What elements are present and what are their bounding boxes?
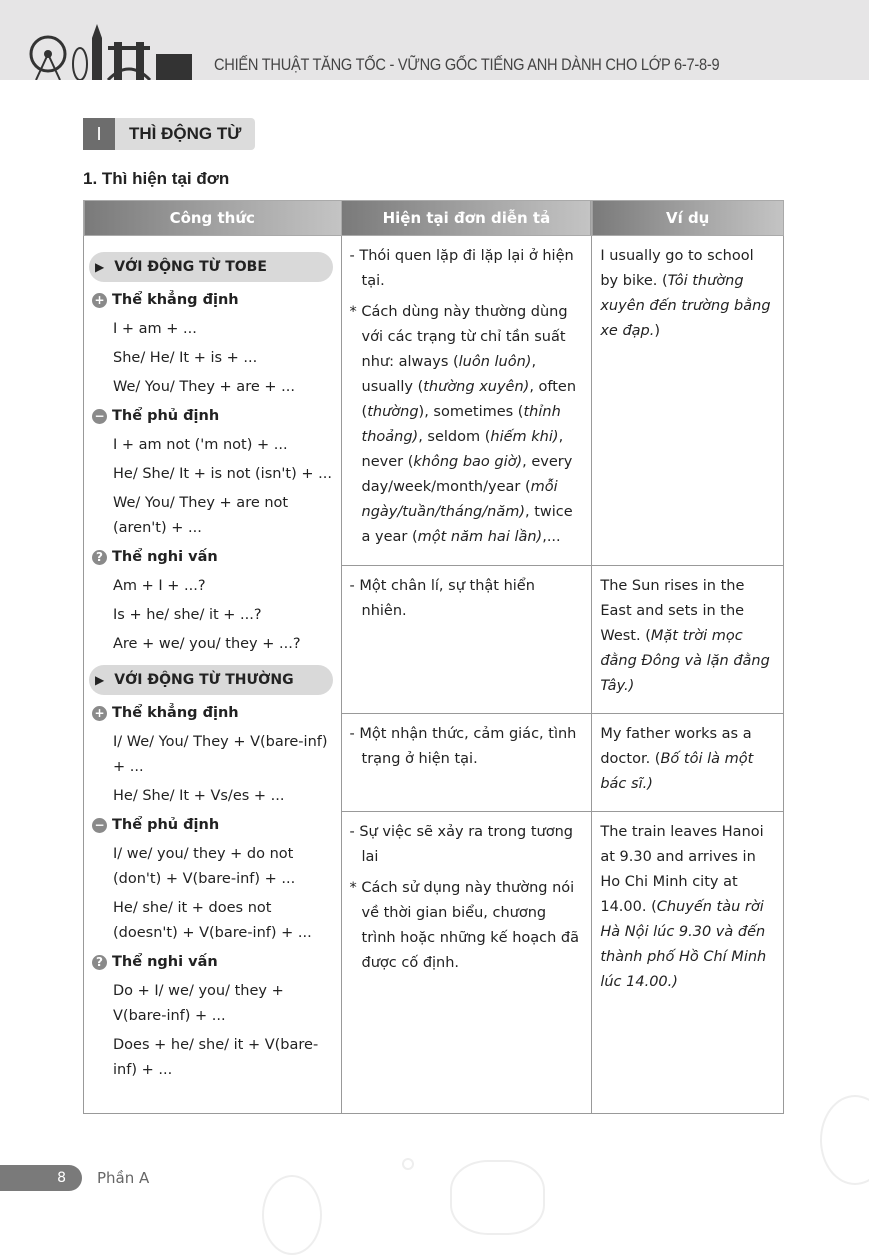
form-label: Thể phủ định xyxy=(112,817,220,833)
form-heading xyxy=(92,813,333,838)
usage-cell xyxy=(341,812,592,1114)
example-paragraph-segment: Bố tôi là một bác sĩ.) xyxy=(600,751,754,792)
form-label: Thể khẳng định xyxy=(112,705,239,721)
example-paragraph-segment: Tôi thường xuyên đến trường bằng xe đạp. xyxy=(600,273,771,339)
verb-type-bar xyxy=(89,665,333,695)
usage-paragraph xyxy=(350,876,584,976)
formula-line: I + am not ('m not) + ... xyxy=(113,437,288,453)
example-cell xyxy=(592,236,784,566)
usage-paragraph-segment: thường xyxy=(367,404,419,420)
formula-cell xyxy=(84,236,342,1114)
cloud-decoration xyxy=(450,1160,545,1235)
usage-paragraph-segment: - Một nhận thức, cảm giác, tình trạng ở hiện tại. xyxy=(349,726,577,767)
example-cell xyxy=(592,566,784,714)
column-header-formula: Công thức xyxy=(84,201,342,236)
formula-line: Does + he/ she/ it + V(bare-inf) + ... xyxy=(113,1037,319,1078)
usage-paragraph-segment: - Một chân lí, sự thật hiển nhiên. xyxy=(349,578,535,619)
column-header-example: Ví dụ xyxy=(592,201,784,236)
form-heading xyxy=(92,545,333,570)
example-cell xyxy=(592,714,784,812)
usage-paragraph-segment: ,... xyxy=(542,529,561,545)
example-paragraph xyxy=(600,722,775,797)
verb-type-label: VỚI ĐỘNG TỪ THƯỜNG xyxy=(114,671,294,688)
example-paragraph-segment: The Sun rises in the East and sets in the West. ( xyxy=(600,578,745,644)
formula-line: I/ we/ you/ they + do not (don't) + V(bare-inf) + ... xyxy=(113,846,296,887)
formula-line: Am + I + ...? xyxy=(113,578,206,594)
form-label: Thể khẳng định xyxy=(112,292,239,308)
decorative-circle xyxy=(820,1095,869,1185)
usage-paragraph-segment: luôn luôn) xyxy=(458,354,532,370)
usage-paragraph-segment: một năm hai lần) xyxy=(417,529,543,545)
usage-paragraph-segment: , seldom ( xyxy=(418,429,491,445)
section-title: THÌ ĐỘNG TỪ xyxy=(129,124,242,143)
plus-circle-icon: + xyxy=(92,293,107,308)
usage-paragraph-segment: , twice a year ( xyxy=(361,504,573,545)
example-cell xyxy=(592,812,784,1114)
usage-paragraph xyxy=(350,300,584,550)
usage-paragraph-segment: , often ( xyxy=(361,379,577,420)
minus-circle-icon: − xyxy=(92,818,107,833)
usage-paragraph-segment: hiếm khi) xyxy=(490,429,559,445)
example-paragraph-segment: The train leaves Hanoi at 9.30 and arrives in Ho Chi Minh city at 14.00. ( xyxy=(600,824,764,915)
formula-line: Are + we/ you/ they + ...? xyxy=(113,636,301,652)
example-paragraph xyxy=(600,574,775,699)
section-number: I xyxy=(83,118,115,150)
example-paragraph-segment: ) xyxy=(654,323,661,339)
usage-paragraph-segment: ), sometimes ( xyxy=(418,404,524,420)
formula-line: Is + he/ she/ it + ...? xyxy=(113,607,262,623)
usage-paragraph-segment: , usually ( xyxy=(361,354,537,395)
table-row xyxy=(84,236,784,566)
question-circle-icon: ? xyxy=(92,550,107,565)
column-header-usage: Hiện tại đơn diễn tả xyxy=(341,201,592,236)
formula-line: He/ She/ It + Vs/es + ... xyxy=(113,788,285,804)
usage-paragraph-segment: , every day/week/month/year ( xyxy=(361,454,573,495)
formula-line: She/ He/ It + is + ... xyxy=(113,350,258,366)
usage-paragraph-segment: không bao giờ) xyxy=(413,454,523,470)
subsection-title: 1. Thì hiện tại đơn xyxy=(83,169,230,188)
london-skyline-icon xyxy=(28,24,196,80)
usage-paragraph-segment: * Cách dùng này thường dùng với các trạng từ chỉ tần suất như: always ( xyxy=(349,304,568,370)
plus-circle-icon: + xyxy=(92,706,107,721)
example-paragraph-segment: My father works as a doctor. ( xyxy=(600,726,752,767)
form-label: Thể phủ định xyxy=(112,408,220,424)
form-heading xyxy=(92,701,333,726)
usage-paragraph-segment: * Cách sử dụng này thường nói về thời gian biểu, chương trình hoặc những kế hoạch đã được cố định. xyxy=(349,880,580,971)
planet-decoration xyxy=(262,1175,322,1255)
usage-cell xyxy=(341,236,592,566)
example-paragraph xyxy=(600,820,775,995)
usage-cell xyxy=(341,714,592,812)
small-circle-decoration xyxy=(402,1158,414,1170)
usage-paragraph-segment: thường xuyên) xyxy=(423,379,530,395)
part-label: Phần A xyxy=(97,1169,150,1187)
section-heading xyxy=(83,118,255,150)
example-paragraph-segment: Mặt trời mọc đằng Đông và lặn đằng Tây.) xyxy=(600,628,770,694)
usage-paragraph xyxy=(350,574,584,624)
form-heading xyxy=(92,404,333,429)
play-triangle-icon: ▶ xyxy=(95,672,105,687)
usage-paragraph-segment: - Sự việc sẽ xảy ra trong tương lai xyxy=(349,824,574,865)
usage-paragraph xyxy=(350,244,584,294)
usage-paragraph xyxy=(350,820,584,870)
present-simple-table xyxy=(83,200,784,1114)
example-paragraph-segment: I usually go to school by bike. ( xyxy=(600,248,754,289)
example-paragraph-segment: Chuyến tàu rời Hà Nội lúc 9.30 và đến thành phố Hồ Chí Minh lúc 14.00.) xyxy=(600,899,767,990)
page-number: 8 xyxy=(0,1165,82,1191)
usage-paragraph-segment: mỗi ngày/tuần/tháng/năm) xyxy=(361,479,558,520)
usage-paragraph-segment: , never ( xyxy=(361,429,564,470)
formula-line: He/ she/ it + does not (doesn't) + V(bare-inf) + ... xyxy=(113,900,312,941)
form-label: Thể nghi vấn xyxy=(112,954,218,970)
verb-type-bar xyxy=(89,252,333,282)
formula-line: We/ You/ They + are not (aren't) + ... xyxy=(113,495,289,536)
formula-line: Do + I/ we/ you/ they + V(bare-inf) + ... xyxy=(113,983,284,1024)
usage-paragraph xyxy=(350,722,584,772)
form-heading xyxy=(92,288,333,313)
running-title: CHIẾN THUẬT TĂNG TỐC - VỮNG GỐC TIẾNG ANH DÀNH CHO LỚP 6-7-8-9 xyxy=(214,55,720,74)
usage-paragraph-segment: - Thói quen lặp đi lặp lại ở hiện tại. xyxy=(349,248,574,289)
formula-line: I + am + ... xyxy=(113,321,197,337)
example-paragraph xyxy=(600,244,775,344)
formula-line: I/ We/ You/ They + V(bare-inf) + ... xyxy=(113,734,328,775)
play-triangle-icon: ▶ xyxy=(95,259,105,274)
usage-paragraph-segment: thỉnh thoảng) xyxy=(361,404,561,445)
form-label: Thể nghi vấn xyxy=(112,549,218,565)
verb-type-label: VỚI ĐỘNG TỪ TOBE xyxy=(114,258,267,275)
question-circle-icon: ? xyxy=(92,955,107,970)
usage-cell xyxy=(341,566,592,714)
formula-line: He/ She/ It + is not (isn't) + ... xyxy=(113,466,332,482)
formula-line: We/ You/ They + are + ... xyxy=(113,379,295,395)
minus-circle-icon: − xyxy=(92,409,107,424)
form-heading xyxy=(92,950,333,975)
